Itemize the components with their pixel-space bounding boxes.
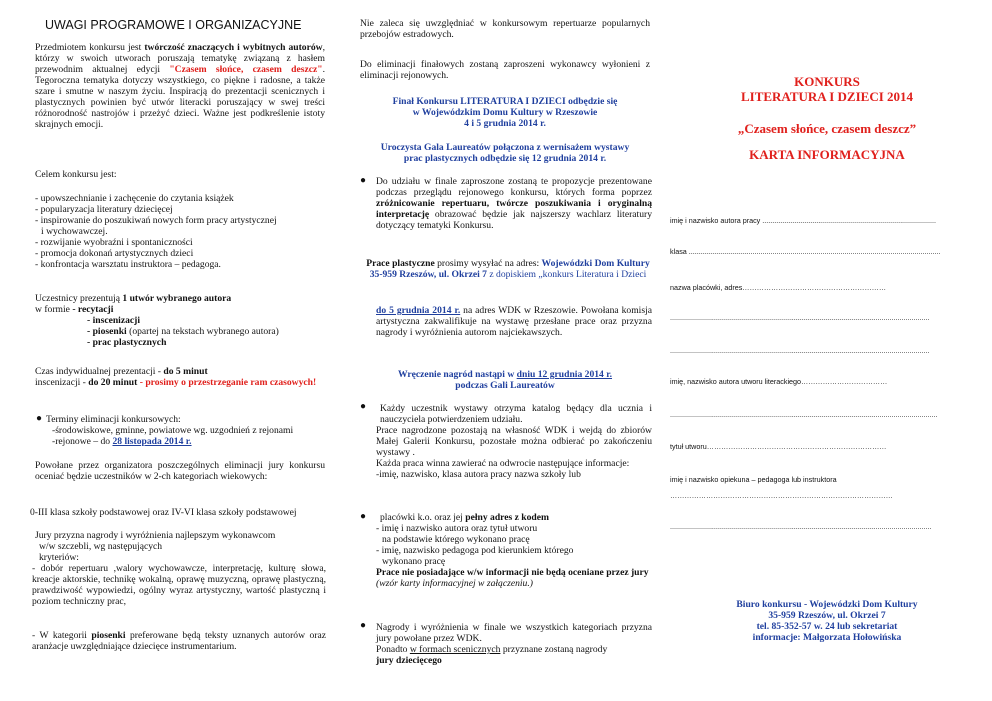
catalog-text: -imię, nazwisko, klasa autora pracy nazwa szkoły lub	[376, 469, 581, 480]
participants-text: w formie	[35, 304, 73, 315]
goals-list	[35, 193, 325, 270]
field-address-line[interactable]: ..................................................................................................................................	[670, 313, 930, 322]
label-requirements	[376, 512, 652, 589]
bullet-icon: ●	[360, 175, 367, 186]
terms-block	[46, 414, 331, 447]
goal-item: - upowszechnianie i zachęcenie do czytania książek	[35, 193, 234, 204]
field-address-line[interactable]: ..................................................................................................................................	[670, 346, 930, 355]
participants-block	[35, 293, 325, 348]
songs-paragraph	[32, 630, 326, 652]
form-item: - inscenizacji	[87, 315, 141, 326]
final-line: 4 i 5 grudnia 2014 r.	[464, 118, 546, 129]
gala-announcement	[350, 142, 660, 164]
contest-title-line: LITERATURA I DZIECI 2014	[740, 89, 914, 104]
prizes-text: Ponadto	[376, 644, 410, 655]
bullet-icon: ●	[36, 413, 43, 424]
section-heading: UWAGI PROGRAMOWE I ORGANIZACYJNE	[45, 18, 302, 32]
jury-note: Powołane przez organizatora poszczególnych eliminacji jury konkursu oceniać będzie uczestników w 2-ch kategoriach wiekowych:	[35, 460, 325, 482]
info-card-title: KARTA INFORMACYJNA	[749, 147, 905, 162]
songs-text: preferowane będą teksty uznanych autorów oraz aranżacje uwzględniające dziecięce instrumentarium.	[32, 630, 326, 652]
prizes-bold: jury dziecięcego	[376, 655, 442, 666]
form-note: (opartej na tekstach wybranego autora)	[126, 326, 279, 337]
label-text: placówki k.o. oraz jej	[380, 512, 466, 523]
catalog-text: Każdy uczestnik wystawy otrzyma katalog będący dla ucznia i nauczyciela potwierdzeniem udziału.	[380, 403, 652, 425]
awards-date: dniu 12 grudnia 2014 r.	[516, 369, 613, 380]
field-supervisor-label: imię i nazwisko opiekuna – pedagoga lub instruktora	[670, 475, 837, 484]
field-literary-author-line[interactable]: ......................................................................................................................................	[670, 410, 938, 419]
goal-item: i wychowawczej.	[41, 226, 108, 237]
qualification-bold: zróżnicowanie repertuaru, twórcze poszukiwania i oryginalną interpretację	[376, 198, 652, 220]
terms-line: -rejonowe – do	[52, 436, 113, 447]
time-text: inscenizacji -	[35, 377, 89, 388]
prizes-paragraph	[376, 622, 652, 666]
awards-text: podczas Gali Laureatów	[455, 380, 555, 391]
goal-item: - promocja dokonań artystycznych dzieci	[35, 248, 194, 259]
goal-item: - konfrontacja warsztatu instruktora – pedagoga.	[35, 259, 221, 270]
qualification-paragraph	[376, 176, 652, 231]
address-bold: Prace plastyczne	[366, 258, 435, 269]
office-line: 35-959 Rzeszów, ul. Okrzei 7	[768, 610, 886, 621]
time-limits	[35, 366, 330, 388]
catalog-text: Prace nagrodzone pozostają na własność WDK i wejdą do zbiorów Małej Galerii Konkursu, pozostałe można odbierać po zakończeniu wystawy .	[376, 425, 652, 458]
label-note: (wzór karty informacyjnej w załączeniu.)	[376, 578, 533, 589]
catalog-paragraph	[376, 403, 652, 480]
goal-item: - inspirowanie do poszukiwań nowych form pracy artystycznej	[35, 215, 277, 226]
form-item: - piosenki	[87, 326, 127, 337]
intro-text: , którzy w swoich utworach poruszają tematykę związaną z hasłem przewodnim aktualnej edycji	[35, 42, 325, 75]
final-line: w Wojewódzkim Domu Kultury w Rzeszowie	[412, 107, 598, 118]
goal-item: - rozwijanie wyobraźni i spontaniczności	[35, 237, 193, 248]
address-wdk: Wojewódzki Dom Kultury 35-959 Rzeszów, ul. Okrzei 7	[369, 258, 650, 280]
prizes-underlined: w formach scenicznych	[409, 644, 501, 655]
jury-block	[35, 530, 325, 563]
address-note: z dopiskiem „konkurs Literatura i Dzieci	[486, 269, 647, 280]
deadline-paragraph	[376, 305, 652, 338]
awards-announcement	[350, 369, 660, 391]
intro-paragraph	[35, 42, 325, 130]
bullet-icon: ●	[360, 511, 367, 522]
deadline-date: do 5 grudnia 2014 r.	[376, 305, 461, 316]
goal-item: - popularyzacja literatury dziecięcej	[35, 204, 173, 215]
awards-text: Wręczenie nagród nastąpi w	[397, 369, 517, 380]
participants-bold: 1 utwór wybranego autora	[122, 293, 232, 304]
contest-title	[662, 74, 992, 104]
label-bold: pełny adres z kodem	[465, 512, 550, 523]
field-class[interactable]: klasa ..............................................................................................................................	[670, 247, 941, 256]
time-warning: - prosimy o przestrzeganie ram czasowych!	[137, 377, 317, 388]
field-supervisor-line[interactable]: ...................................................................................................................................	[670, 522, 932, 531]
catalog-text: Każda praca winna zawierać na odwrocie następujące informacje:	[376, 458, 630, 469]
intro-bold: twórczość znaczących i wybitnych autorów	[144, 42, 323, 53]
bullet-icon: ●	[360, 401, 367, 412]
deadline-text: na adres WDK w Rzeszowie. Powołana komisja artystyczna zakwalifikuje na wystawę przesłane prace oraz przyzna nagrody i wyróżnienia autorom najciekawszych.	[376, 305, 652, 338]
final-announcement	[350, 96, 660, 129]
intro-text: Przedmiotem konkursu jest	[35, 42, 145, 53]
gala-line: Uroczysta Gala Laureatów połączona z wernisażem wystawy	[380, 142, 630, 153]
jury-line: kryteriów:	[39, 552, 79, 563]
contest-title-line: KONKURS	[794, 74, 860, 89]
prizes-text: przyznane zostaną nagrody	[500, 644, 608, 655]
label-line: wykonano pracę	[382, 556, 446, 567]
jury-line: Jury przyzna nagrody i wyróżnienia najlepszym wykonawcom	[35, 530, 276, 541]
final-line: Finał Konkursu LITERATURA I DZIECI odbędzie się	[392, 96, 618, 107]
intro-text: . Tegoroczna tematyka dotyczy wszystkiego, co piękne i radosne, a także szare i smutne w naszym życiu. Inspiracją do prezentacji scenicznych i plastycznych powinien być utwór literacki poruszający w swej treści różnorodność nastrojów i przeżyć dzieci. Ważne jest podkreślenie istoty skrajnych emocji.	[35, 64, 325, 130]
office-line: tel. 85-352-57 w. 24 lub sekretariat	[756, 621, 898, 632]
office-line: Biuro konkursu - Wojewódzki Dom Kultury	[736, 599, 918, 610]
field-author-name[interactable]: imię i nazwisko autora pracy .......................................................................................	[670, 216, 937, 225]
field-school-address[interactable]: nazwa placówki, adres……………………………………………………	[670, 283, 887, 292]
jury-line: w/w szczebli, wg następujących	[39, 541, 163, 552]
label-line: na podstawie którego wykonano pracę	[382, 534, 530, 545]
artwork-address	[360, 258, 656, 280]
contest-motto: „Czasem słońce, czasem deszcz”	[737, 121, 917, 136]
intro-slogan: "Czasem słońce, czasem deszcz"	[169, 64, 323, 75]
finals-note: Do eliminacji finałowych zostaną zaproszeni wykonawcy wyłonieni z eliminacji rejonowych.	[360, 59, 650, 81]
office-line: informacje: Małgorzata Hołowińska	[752, 632, 902, 643]
terms-line: -środowiskowe, gminne, powiatowe wg. uzgodnień z rejonami	[52, 425, 294, 436]
label-line: - imię, nazwisko pedagoga pod kierunkiem którego	[376, 545, 574, 556]
qualification-text: obrazować będzie jak najszerszy wachlarz literatury dotyczący tematyki Konkursu.	[376, 209, 652, 231]
participants-text: Uczestnicy prezentują	[35, 293, 123, 304]
gala-line: prac plastycznych odbędzie się 12 grudnia 2014 r.	[403, 153, 607, 164]
terms-title: Terminy eliminacji konkursowych:	[46, 414, 181, 425]
time-bold: do 20 minut	[88, 377, 138, 388]
time-text: Czas indywidualnej prezentacji -	[35, 366, 164, 377]
prizes-text: Nagrody i wyróżnienia w finale we wszystkich kategoriach przyzna jury powołane przez WDK.	[376, 622, 652, 644]
age-categories: 0-III klasa szkoły podstawowej oraz IV-VI klasa szkoły podstawowej	[30, 507, 297, 518]
field-supervisor[interactable]: …………………………………………………………………………………	[670, 491, 893, 500]
repertoire-note: Nie zaleca się uwzględniać w konkursowym repertuarze popularnych przebojów estradowych.	[360, 18, 650, 40]
songs-bold: piosenki	[91, 630, 126, 641]
qualification-text: Do udziału w finale zaproszone zostaną te propozycje prezentowane podczas przeglądu rejonowego konkursu, których forma poprzez	[376, 176, 652, 198]
criteria-paragraph: - dobór repertuaru ,walory wychowawcze, interpretację, kulturę słowa, kreacje aktorskie, technikę wokalną, oprawę muzyczną, oprawę plastyczną, prawdziwość wypowiedzi, ogólny wyraz artystyczny, wartość plastyczną i poziom techniczny prac,	[32, 563, 326, 607]
bullet-icon: ●	[360, 620, 367, 631]
field-literary-author[interactable]: imię, nazwisko autora utworu literackiego………………………………	[670, 377, 888, 386]
time-bold: do 5 minut	[163, 366, 208, 377]
goals-title: Celem konkursu jest:	[35, 169, 117, 180]
field-work-title[interactable]: tytuł utworu…………………………………………………………………	[670, 442, 887, 451]
form-item: - recytacji	[72, 304, 114, 315]
form-item: - prac plastycznych	[87, 337, 167, 348]
label-warning: Prace nie posiadające w/w informacji nie będą oceniane przez jury	[376, 567, 649, 578]
contest-office	[662, 599, 992, 643]
address-text: prosimy wysyłać na adres:	[434, 258, 542, 269]
songs-text: - W kategorii	[32, 630, 92, 641]
label-line: - imię i nazwisko autora oraz tytuł utworu	[376, 523, 538, 534]
terms-date: 28 listopada 2014 r.	[112, 436, 192, 447]
